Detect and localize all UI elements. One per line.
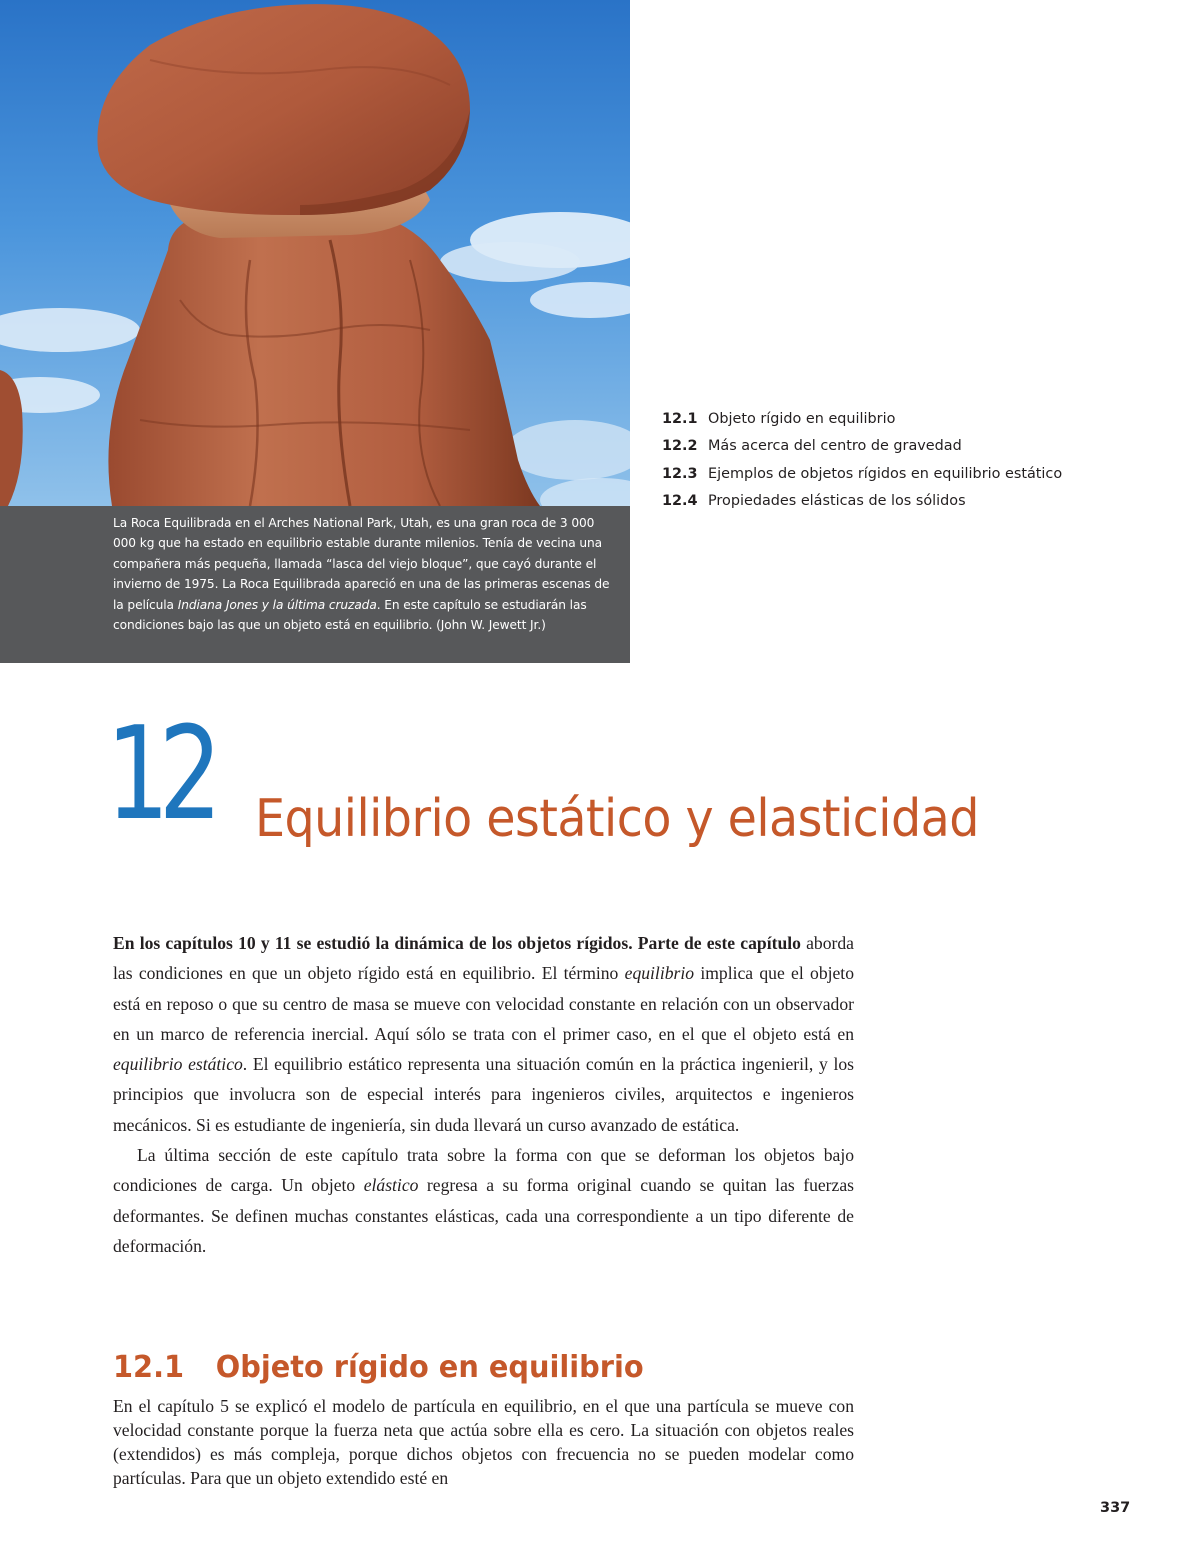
intro-text: implica que el objeto está en reposo o que su centro de masa se mueve con velocidad constante en relación con un observador en un marco de referencia inercial. Aquí sólo se trata con el primer caso, en el que el objeto está en [113, 963, 854, 1044]
outline-item-title: Propiedades elásticas de los sólidos [708, 493, 966, 510]
chapter-intro [113, 928, 854, 1261]
outline-item[interactable] [662, 461, 1062, 488]
outline-item-number: 12.1 [662, 411, 698, 427]
section-heading [113, 1346, 644, 1390]
outline-item-number: 12.4 [662, 493, 698, 510]
intro-text: . El equilibrio estático representa una situación común en la práctica ingenieril, y los principios que involucra son de especial interés para ingenieros civiles, arquitectos e ingenieros mecánicos. Si es estudiante de ingeniería, sin duda llevará un curso avanzado de estática. [113, 1054, 854, 1135]
balanced-rock-image [0, 0, 630, 506]
term-elastico: elástico [363, 1175, 419, 1196]
outline-item[interactable] [662, 488, 1062, 515]
intro-lead-in: En los capítulos 10 y 11 se estudió la dinámica de los objetos rígidos. Parte de este capítulo [113, 933, 801, 953]
page-number: 337 [1100, 1500, 1131, 1516]
caption-text-2: . En este capítulo se estudiarán las condiciones bajo las que un objeto está en equilibrio. (John W. Jewett Jr.) [113, 597, 587, 633]
outline-item-number: 12.3 [662, 465, 698, 482]
section-paragraph: En el capítulo 5 se explicó el modelo de partícula en equilibrio, en el que una partícula se mueve con velocidad constante porque la fuerza neta que actúa sobre ella es cero. La situación con objetos reales (extendidos) es más compleja, porque dichos objetos con frecuencia no se pueden modelar como partículas. Para que un objeto extendido esté en [113, 1396, 854, 1488]
caption-film-title: Indiana Jones y la última cruzada [177, 597, 377, 612]
outline-item-number: 12.2 [662, 438, 698, 455]
photo-caption [0, 506, 630, 663]
term-equilibrio-estatico: equilibrio estático [113, 1054, 243, 1075]
outline-item-title: Objeto rígido en equilibrio [708, 411, 896, 427]
chapter-number: 12 [106, 700, 212, 849]
caption-text-1: La Roca Equilibrada en el Arches National Park, Utah, es una gran roca de 3 000 000 kg que ha estado en equilibrio estable durante milenios. Tenía de vecina una compañera más pequeña, llamada “lasca del viejo bloque”, que cayó durante el invierno de 1975. La Roca Equilibrada apareció en una de las primeras escenas de la película [113, 516, 610, 612]
term-equilibrio: equilibrio [624, 963, 695, 984]
outline-item-title: Ejemplos de objetos rígidos en equilibrio estático [708, 465, 1063, 482]
intro-text: La última sección de este capítulo trata sobre la forma con que se deforman los objetos bajo condiciones de carga. Un objeto [113, 1145, 854, 1196]
outline-item[interactable] [662, 433, 1062, 460]
intro-paragraph-2 [113, 1140, 854, 1261]
section-title: Objeto rígido en equilibrio [215, 1350, 644, 1385]
outline-item[interactable] [662, 406, 1062, 433]
chapter-opener-photo [0, 0, 630, 506]
intro-paragraph-1 [113, 928, 854, 1140]
chapter-outline [662, 406, 1062, 516]
intro-text: aborda las condiciones en que un objeto rígido está en equilibrio. El término [113, 933, 854, 984]
section-number: 12.1 [113, 1350, 185, 1385]
chapter-title: Equilibrio estático y elasticidad [255, 789, 979, 849]
intro-text: regresa a su forma original cuando se quitan las fuerzas deformantes. Se definen muchas constantes elásticas, cada una correspondiente a un tipo diferente de deformación. [113, 1175, 854, 1256]
outline-item-title: Más acerca del centro de gravedad [708, 438, 962, 455]
section-body [113, 1394, 854, 1490]
